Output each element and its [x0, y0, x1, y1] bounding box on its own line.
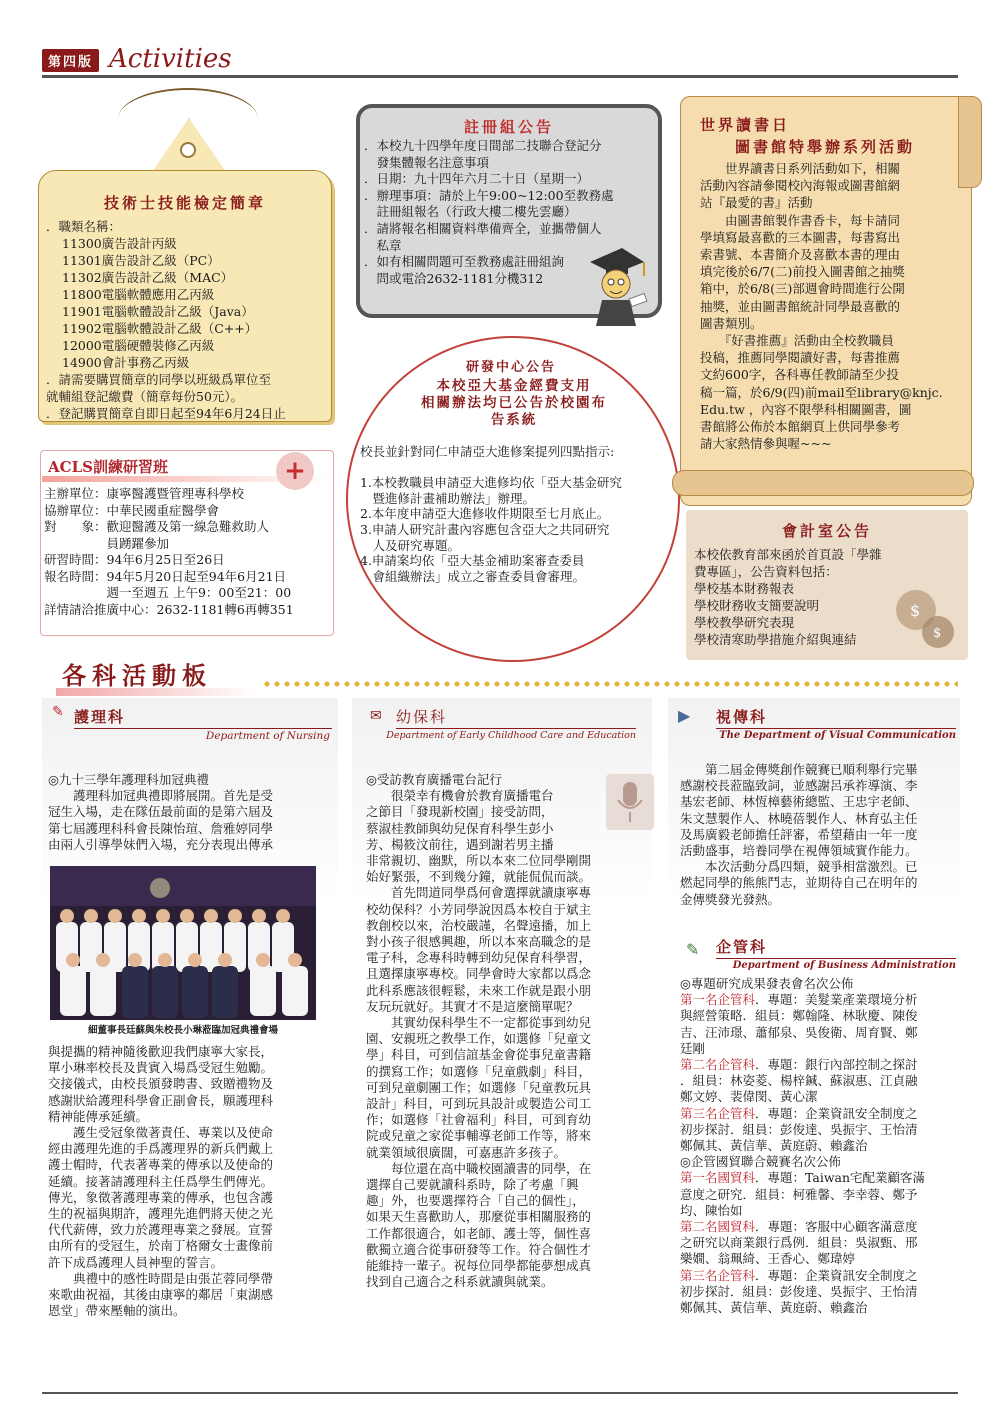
research-line: 暨進修計畫補助辦法」辦理。 — [360, 490, 536, 506]
research-line: 1.本校教職員申請亞大進修均依「亞大基金研究 — [360, 475, 622, 491]
accounting-line: 學校清寒助學措施介紹與連結 — [694, 632, 857, 647]
visual-line: 燃起同學的熊熊鬥志，並期待自己在明年的 — [680, 875, 918, 891]
world-book-day-line: 箱中，於6/8(三)部週會時間進行公開 — [700, 281, 905, 297]
nursing-line: 來歌曲祝福，其後由康寧的鄰居「東湖感 — [48, 1287, 274, 1303]
childcare-line: 工作都很適合，如老師、護士等，個性喜 — [366, 1225, 592, 1241]
childcare-line: ◎受訪教育廣播電台記行 — [366, 772, 502, 787]
nursing-line: 護理科加冠典禮即將展開。首先是受 — [48, 788, 274, 804]
skills-line: 11301廣告設計乙級（PC） — [62, 253, 220, 268]
world-book-day-subtitle: 圖書館特舉辦系列活動 — [734, 138, 915, 156]
nursing-line: 單小琳率校長及貴賓入場爲受冠生勉勵。 — [48, 1060, 274, 1076]
scroll-curl-bottom — [672, 470, 974, 496]
nursing-body-a — [48, 772, 344, 853]
camera-icon: ▶ — [678, 706, 691, 725]
visual-line: 活動盛事，培養同學在視傳領域實作能力。 — [680, 843, 918, 859]
world-book-day-title: 世界讀書日 — [700, 116, 791, 134]
nursing-line: 延續。接著請護理科主任爲學生們傳光。 — [48, 1173, 274, 1189]
business-entry-label: ◎專題研究成果發表會名次公佈 — [680, 976, 854, 991]
childcare-line: 選擇自己要就讀科系時，除了考慮「興 — [366, 1177, 579, 1193]
world-book-day-line: 『好書推薦』活動由全校教職員 — [700, 333, 894, 349]
registration-line: ．請將報名相關資料準備齊全，並攜帶個人 — [364, 220, 602, 236]
visual-line: 金傳獎發光發熱。 — [680, 891, 781, 907]
research-line: 2.本年度申請亞大進修收件期限至七月底止。 — [360, 506, 610, 522]
business-entry-line: 鄭文婷、裴偉閔、黃心潔 — [680, 1089, 818, 1105]
capping-ceremony-photo — [50, 866, 316, 1020]
nursing-line: 由兩人引導學妹們入場，充分表現出傳承 — [48, 836, 274, 852]
business-entry-line: 均、陳怡如 — [680, 1202, 743, 1218]
world-book-day-line: 站『最愛的書』活動 — [700, 195, 813, 211]
business-entry-label: 第二名企管科 — [680, 1057, 756, 1073]
graduate-cartoon-icon — [582, 240, 648, 326]
business-entry-line: 意度之研究．組員：柯雅馨、李幸蓉、鄭予 — [680, 1186, 918, 1202]
childcare-title: 幼保科 — [396, 708, 448, 726]
childcare-line: 每位還在高中職校園讀書的同學，在 — [366, 1160, 592, 1176]
world-book-day-line: 書館將公佈於本館網頁上供同學參考 — [700, 419, 901, 435]
pen-icon: ✎ — [686, 940, 700, 959]
childcare-line: 電子科，念專科時轉到幼兒保育科學習， — [366, 950, 592, 966]
accounting-line: 學校基本財務報表 — [694, 581, 795, 596]
childcare-title-en: Department of Early Childhood Care and Education — [386, 730, 636, 741]
nursing-title-en: Department of Nursing — [205, 730, 330, 742]
registration-line: ．日期：九十四年六月二十日（星期一） — [364, 171, 590, 187]
business-entry-label: 第三名企管科 — [680, 1267, 756, 1283]
visual-title: 視傳科 — [716, 708, 768, 726]
childcare-line: 首先問道同學爲何會選擇就讀康寧專 — [366, 885, 592, 901]
business-entry — [680, 1268, 960, 1284]
nursing-line: 許下成爲護理人員神聖的誓言。 — [48, 1254, 224, 1270]
skills-line: 就輔組登記繳費（簡章每份50元）。 — [46, 389, 244, 404]
nursing-line: ◎九十三學年護理科加冠典禮 — [48, 772, 209, 787]
business-entry — [680, 1170, 960, 1186]
business-entry-line: ．組員：林姿菱、楊梓鍼、蘇淑惠、江貞融 — [680, 1073, 918, 1089]
business-entry-label: 第二名國貿科 — [680, 1219, 756, 1235]
childcare-line: 其實幼保科學生不一定都從事到幼兒 — [366, 1015, 592, 1031]
world-book-day-line: 世界讀書日系列活動如下，相關 — [700, 161, 901, 176]
childcare-line: 友玩玩就好。其實才不是這麼簡單呢？ — [366, 998, 579, 1014]
nursing-line: 第七屆護理科科會長陳怡瑄、詹雅婷同學 — [48, 820, 274, 836]
childcare-line: 始好緊張，不到幾分鐘，就能侃侃而談。 — [366, 869, 592, 885]
childcare-line: 找到自己適合之科系就讀與就業。 — [366, 1274, 554, 1290]
acls-line: 研習時間：94年6月25日至26日 — [44, 552, 225, 567]
business-entry-line: 之研究以商業銀行爲例．組員：吳淑甄、邢 — [680, 1235, 918, 1251]
nursing-line: 與提攜的精神隨後歡迎我們康寧大家長， — [48, 1044, 274, 1059]
nursing-line: 生的祝福與期許，護理先進們將天使之光 — [48, 1206, 274, 1222]
section-banner: Activities — [109, 44, 232, 74]
acls-line: 詳情請洽推廣中心：2632-1181轉6再轉351 — [44, 601, 294, 617]
research-line: 會組織辦法」成立之審查委員會審理。 — [360, 568, 586, 584]
visual-line: 基宏老師、林恆樟藝術總監、王忠宇老師、 — [680, 794, 918, 810]
business-entry-text: ．專題：銀行內部控制之探討 — [755, 1057, 918, 1073]
acls-line: 週一至週五 上午9：00至21：00 — [44, 585, 292, 600]
nursing-line: 護生受冠象徵著責任、專業以及使命 — [48, 1125, 274, 1141]
business-title-en: Department of Business Administration — [732, 960, 956, 971]
skills-notice-body — [46, 218, 332, 422]
medical-cross-icon: + — [276, 452, 314, 490]
footer-divider — [42, 1392, 958, 1394]
childcare-line: 校幼保科？小芳同學說因爲本校自于斌主 — [366, 901, 592, 917]
childcare-line: 就業領域很廣闊，可嘉惠許多孩子。 — [366, 1144, 567, 1160]
skills-line: 11300廣告設計丙級 — [62, 236, 177, 251]
tag-hole — [180, 142, 196, 158]
childcare-line: 蔡淑桂教師與幼兒保育科學生彭小 — [366, 820, 554, 836]
skills-line: ．請需要購買簡章的同學以班級爲單位至 — [46, 372, 272, 387]
world-book-day-line: 稿一篇，於6/9(四)前mail至library@knjc. — [700, 384, 943, 400]
nursing-line: 由所有的受冠生，於南丁格爾女士畫像前 — [48, 1238, 274, 1254]
business-entry — [680, 1154, 960, 1170]
header-divider — [42, 75, 958, 78]
registration-line: 發集體報名注意事項 — [364, 154, 490, 170]
nursing-body-b — [48, 1044, 344, 1319]
acls-line: 對 象：歡迎醫護及第一線急難救助人 — [44, 519, 270, 534]
research-notice-body — [360, 444, 666, 584]
nursing-line: 交接儀式，由校長頒發聘書、致贈禮物及 — [48, 1076, 274, 1092]
childcare-line: 作；如選修「社會福利」科目，可到育幼 — [366, 1112, 592, 1128]
world-book-day-line: 投稿，推薦同學閱讀好書，每書推薦 — [700, 350, 901, 366]
research-notice-title: 研發中心公告 — [465, 360, 556, 375]
childcare-line: 非常親切、幽默，所以本來二位同學剛開 — [366, 853, 592, 869]
childcare-title-rule — [396, 728, 636, 729]
needle-icon: ✎ — [52, 704, 64, 720]
accounting-notice-title: 會計室公告 — [781, 522, 872, 540]
registration-line: ．本校九十四學年度日間部二技聯合登記分 — [364, 138, 602, 153]
nursing-line: 精神能傳承延續。 — [48, 1108, 149, 1124]
skills-notice-title: 技術士技能檢定簡章 — [103, 194, 266, 212]
svg-text:$: $ — [933, 626, 942, 641]
nursing-line: 典禮中的感性時間是由張芷蓉同學帶 — [48, 1270, 274, 1286]
business-entry — [680, 976, 960, 992]
acls-line: 主辦單位：康寧醫護暨管理專科學校 — [44, 486, 245, 501]
childcare-line: 此科系應該很輕鬆，未來工作就是跟小朋 — [366, 982, 592, 998]
nursing-title: 護理科 — [74, 708, 126, 726]
business-entry-line: 鄭佩其、黃信華、黃庭蔚、賴鑫治 — [680, 1138, 868, 1154]
childcare-line: 趣」外，也要選擇符合「自己的個性」， — [366, 1193, 585, 1209]
world-book-day-line: 索書號、本書簡介及喜歡本書的理由 — [700, 247, 901, 263]
childcare-line: 園、安親班之教學工作，如選修「兒童文 — [366, 1031, 592, 1047]
childcare-line: 芳、楊筱汶前往，遇到謝若男主播 — [366, 836, 554, 852]
business-entry-label: 第一名企管科 — [680, 992, 756, 1008]
business-entry — [680, 1106, 960, 1122]
childcare-line: 之節目「發現新校園」接受訪問， — [366, 804, 554, 820]
business-entry-label: 第三名企管科 — [680, 1105, 756, 1121]
research-line: 4.申請案均依「亞大基金補助案審查委員 — [360, 553, 585, 569]
world-book-day-line: 學填寫最喜歡的三本圖書，每書寫出 — [700, 229, 901, 245]
section-title: 各科活動板 — [62, 661, 212, 690]
business-entry — [680, 1057, 960, 1073]
accounting-line: 本校依教育部來函於首頁設「學雜 — [694, 547, 882, 562]
visual-title-en: The Department of Visual Communication — [719, 730, 956, 741]
childcare-line: 能維持一輩子。祝每位同學都能夢想成真 — [366, 1258, 592, 1274]
skills-line: ．登記購買簡章自即日起至94年6月24日止 — [46, 406, 286, 421]
skills-line: 11800電腦軟體應用乙丙級 — [62, 287, 215, 302]
childcare-line: 很榮幸有機會於教育廣播電台 — [366, 788, 554, 804]
business-entry-text: ．專題：Taiwan宅配業顧客滿 — [755, 1170, 926, 1186]
nursing-title-rule — [74, 728, 332, 729]
business-entry-text: ．專題：客服中心顧客滿意度 — [755, 1219, 918, 1235]
world-book-day-line: Edu.tw ，內容不限學科相關圖書，圖 — [700, 401, 912, 417]
childcare-line: 且選擇康寧專校。同學會時大家都以爲念 — [366, 966, 592, 982]
business-body — [680, 976, 960, 1316]
nursing-line: 代代薪傳，致力於護理專業之發展。宣誓 — [48, 1222, 274, 1238]
childcare-line: 教創校以來，治校嚴謹，名聲遠播，加上 — [366, 917, 592, 933]
business-title-rule — [716, 958, 956, 959]
business-entry — [680, 1219, 960, 1235]
research-subtitle-line: 告系統 — [490, 412, 538, 428]
business-entry-line: 吉、汪沛璟、蕭郁泉、吳俊衛、周育賢、鄭 — [680, 1024, 918, 1040]
nursing-line: 經由護理先進的手爲護理界的新兵們戴上 — [48, 1141, 274, 1157]
childcare-line: 對小孩子很感興趣，所以本來高職念的是 — [366, 934, 592, 950]
business-entry-line: 初步探討．組員：彭俊達、吳振宇、王怡清 — [680, 1121, 918, 1137]
business-entry-text: ．專題：企業資訊安全制度之 — [755, 1105, 918, 1121]
diploma-icon: ✉ — [370, 708, 382, 724]
research-line: 人及研究專題。 — [360, 537, 461, 553]
registration-line: 私章 — [364, 237, 402, 253]
acls-line: 報名時間：94年5月20日起至94年6月21日 — [44, 568, 287, 584]
skills-line: 12000電腦硬體裝修乙丙級 — [62, 338, 215, 353]
world-book-day-line: 填完後於6/7(二)前投入圖書館之抽獎 — [700, 264, 905, 280]
research-subtitle-line: 相關辦法均已公告於校園布 — [421, 395, 607, 411]
business-entry-text: ．專題：美髮業產業環境分析 — [755, 992, 918, 1008]
visual-line: 本次活動分爲四類，競爭相當激烈。已 — [680, 859, 918, 875]
business-entry-text: ．專題：企業資訊安全制度之 — [755, 1267, 918, 1283]
childcare-line: 可到兒童劇團工作；如選修「兒童教玩具 — [366, 1079, 592, 1095]
world-book-day-line: 圖書類別。 — [700, 315, 763, 331]
business-entry-line: 鄭佩其、黃信華、黃庭蔚、賴鑫治 — [680, 1300, 868, 1316]
research-subtitle-line: 本校亞大基金經費支用 — [436, 378, 592, 394]
world-book-day-line: 文約600字，各科專任教師請至少投 — [700, 367, 899, 383]
skills-line: 11901電腦軟體設計乙級（Java） — [62, 304, 254, 319]
nursing-line: 傳光，象徵著護理專業的傳承，也包含護 — [48, 1189, 274, 1205]
visual-line: 感謝校長蒞臨致詞，並感謝呂承祚導演、李 — [680, 778, 918, 794]
visual-body — [680, 762, 960, 908]
visual-line: 及馬廣毅老師擔任評審，希望藉由一年一度 — [680, 826, 918, 842]
acls-title: ACLS訓練研習班 — [48, 458, 168, 476]
research-notice-subtitle — [384, 378, 644, 429]
research-line: 3.申請人研究計畫內容應包含亞大之共同研究 — [360, 521, 610, 537]
business-entry-line: 樂嫺、翁珮綺、王香心、鄭瑋婷 — [680, 1251, 856, 1267]
registration-line: ．如有相關問題可至教務處註冊組詢 — [364, 254, 565, 270]
visual-title-rule — [716, 728, 956, 729]
visual-line: 朱文慧製作人、林曉蓓製作人、林育弘主任 — [680, 810, 918, 826]
registration-line: ．辦理事項：請於上午9:00~12:00至教務處 — [364, 187, 614, 203]
childcare-line: 如果天生喜歡助人，那麼從事相關服務的 — [366, 1209, 592, 1225]
skills-line: 14900會計事務乙丙級 — [62, 355, 190, 370]
registration-line: 問或電洽2632-1181分機312 — [364, 270, 544, 286]
business-entry-line: 與經營策略．組員：鄭翰隆、林耿慶、陳俊 — [680, 1008, 918, 1024]
childcare-line: 設計」科目，可到玩具設計或製造公司工 — [366, 1096, 592, 1112]
world-book-day-line: 由圖書館製作書香卡，每卡請同 — [700, 212, 901, 228]
research-line — [360, 460, 666, 476]
skills-line: 11302廣告設計乙級（MAC） — [62, 270, 234, 285]
business-entry-line: 初步探討．組員：彭俊達、吳振宇、王怡清 — [680, 1283, 918, 1299]
childcare-body — [366, 772, 652, 1291]
business-title: 企管科 — [716, 938, 768, 956]
registration-line: 註冊組報名（行政大樓二樓先雲廳） — [364, 204, 577, 220]
accounting-line: 費專區」，公告資料包括： — [694, 564, 838, 579]
dotted-divider — [262, 680, 958, 688]
world-book-day-line: 活動內容請參閱校內海報或圖書館網 — [700, 178, 901, 194]
business-entry-line: 廷剛 — [680, 1040, 706, 1056]
skills-line: ．職類名稱： — [46, 219, 122, 234]
world-book-day-line: 抽獎，並由圖書館統計同學最喜歡的 — [700, 298, 901, 314]
visual-line: 第二屆金傳獎創作競賽已順利舉行完畢 — [680, 762, 918, 777]
acls-body — [44, 486, 344, 618]
nursing-line: 冠生入場，走在隊伍最前面的是第六屆及 — [48, 804, 274, 820]
research-line: 校長並針對同仁申請亞大進修案提列四點指示: — [360, 444, 615, 459]
page-header — [42, 46, 232, 72]
svg-text:$: $ — [910, 601, 921, 620]
childcare-line: 院或兒童之家從事輔導老師工作等，將來 — [366, 1128, 592, 1144]
business-entry-label: 第一名國貿科 — [680, 1170, 756, 1186]
accounting-line: 學校教學研究表現 — [694, 615, 795, 630]
world-book-day-body — [700, 160, 956, 452]
business-entry — [680, 992, 960, 1008]
nursing-line: 恩堂」帶來壓軸的演出。 — [48, 1303, 186, 1319]
world-book-day-line: 請大家熱情參與喔~~~ — [700, 436, 832, 452]
nursing-line: 護士帽時，代表著專業的傳承以及使命的 — [48, 1157, 274, 1173]
acls-line: 員踴躍參加 — [44, 535, 170, 551]
registration-notice-title: 註冊組公告 — [463, 118, 554, 136]
gear-coins-icon — [886, 580, 962, 656]
business-entry-label: ◎企管國貿聯合競賽名次公佈 — [680, 1154, 841, 1170]
childcare-line: 的撰寫工作；如選修「兒童戲劇」科目， — [366, 1063, 592, 1079]
childcare-line: 學」科目，可到信誼基金會從事兒童書籍 — [366, 1047, 592, 1063]
nursing-line: 感謝狀給護理科學會正副會長，願護理科 — [48, 1092, 274, 1108]
issue-badge: 第四版 — [42, 49, 99, 72]
acls-line: 協辦單位：中華民國重症醫學會 — [44, 502, 220, 518]
photo-caption: 細董事長廷蘇與朱校長小琳蒞臨加冠典禮會場 — [87, 1025, 278, 1036]
accounting-line: 學校財務收支簡要說明 — [694, 598, 820, 613]
childcare-line: 歡獨立適合從事研發等工作。符合個性才 — [366, 1241, 592, 1257]
skills-line: 11902電腦軟體設計乙級（C++） — [62, 321, 258, 336]
